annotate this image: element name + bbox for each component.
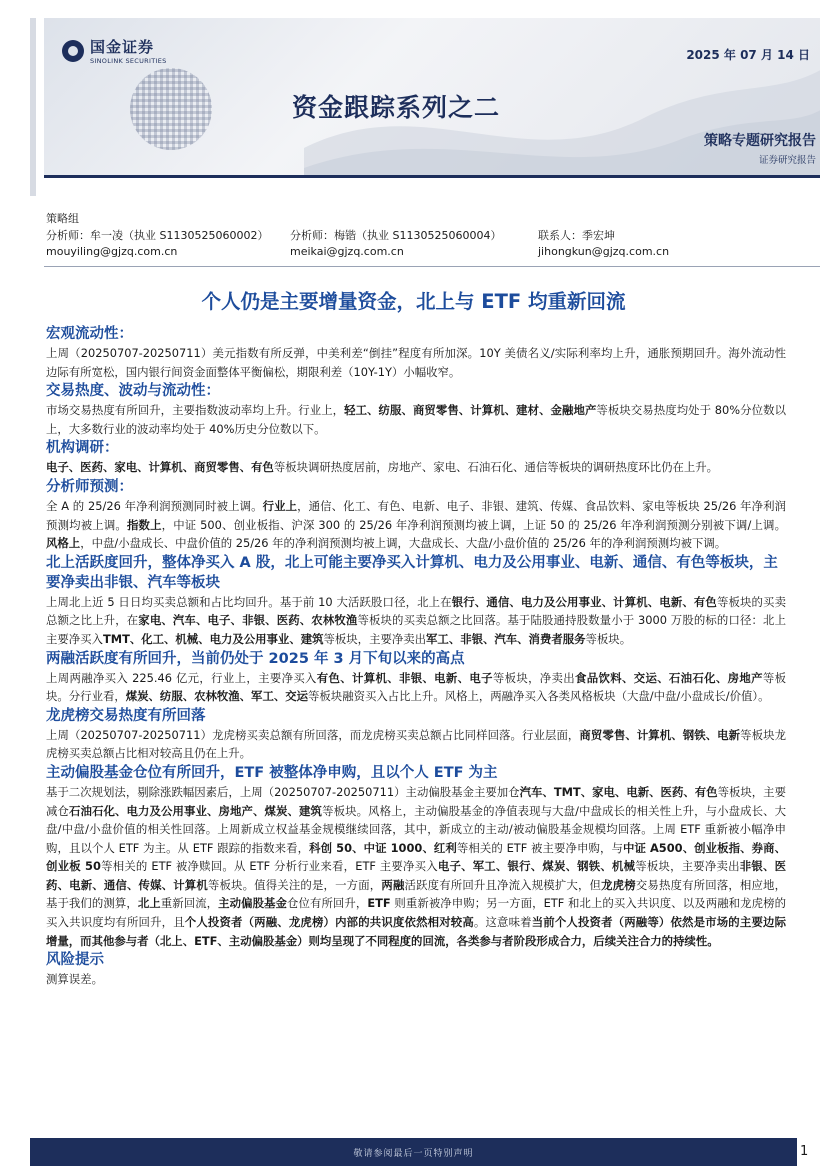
page-footer — [30, 1138, 797, 1166]
text-run: 上周两融净买入 225.46 亿元，行业上，主要净买入 — [46, 670, 317, 685]
logo-name-en: SINOLINK SECURITIES — [90, 57, 167, 65]
analyst-2-email[interactable]: meikai@gjzq.com.cn — [290, 245, 404, 258]
text-run: 仓位有所回升， — [287, 896, 368, 911]
footer-notice[interactable]: 敬请参阅最后一页特别声明 — [353, 1149, 474, 1159]
bold-run: 主动偏股基金 — [218, 896, 288, 911]
text-run: 交易热度有所回落，相应地，基于我们的测算， — [46, 877, 786, 911]
bold-run: 两融 — [381, 877, 405, 892]
text-run: 则重新被净申购；另一方面，ETF 和北上的买入共识度、以及两融和龙虎榜的买入共识度均有所回升，且 — [46, 896, 786, 930]
bold-run: 有色、计算机、非银、电新、电子 — [316, 670, 493, 685]
section-heading: 宏观流动性： — [46, 326, 133, 342]
bold-run: 指数上 — [126, 517, 162, 532]
text-run: 等板块交易热度均处于 80%分位数以上，大多数行业的波动率均处于 40%历史分位数以下。 — [46, 403, 786, 436]
section-paragraph — [46, 401, 786, 438]
text-run: 等板块。值得关注的是，一方面， — [207, 877, 382, 892]
header-left-strip — [30, 18, 36, 196]
section-heading: 两融活跃度有所回升，当前仍处于 2025 年 3 月下旬以来的高点 — [46, 650, 465, 667]
section-paragraph — [46, 458, 786, 477]
bold-run: TMT、化工、机械、电力及公用事业、建筑 — [102, 631, 324, 646]
bold-run: 食品饮料、交运、石油石化、房地产 — [575, 670, 763, 685]
bold-run: 当前个人投资者（两融等）依然是市场的主要边际增量，而其他参与者（北上、ETF、主动偏股基金）则均呈现了不同程度的回流，各类参与者阶段形成合力，后续关注合力的持续性。 — [46, 915, 786, 948]
bold-run: 北上 — [137, 896, 161, 911]
bold-run: 个人投资者（两融、龙虎榜）内部的共识度依然相对较高 — [184, 915, 474, 930]
bold-run: 商贸零售、计算机、钢铁、电新 — [579, 727, 741, 742]
section-heading: 主动偏股基金仓位有所回升，ETF 被整体净申购，且以个人 ETF 为主 — [46, 764, 498, 781]
report-headline: 个人仍是主要增量资金，北上与 ETF 均重新回流 — [201, 290, 626, 313]
bold-run: 煤炭、纺服、农林牧渔、军工、交运 — [125, 689, 309, 704]
bold-run: 行业上 — [262, 498, 298, 513]
contact-person: 联系人：季宏坤 — [538, 229, 615, 242]
bold-run: 军工、非银、汽车、消费者服务 — [426, 631, 586, 646]
bold-run: 中证 A500、创业板指、券商、创业板 50 — [46, 840, 786, 874]
logo-mark-icon — [62, 40, 84, 62]
page-number: 1 — [800, 1144, 809, 1159]
report-header — [44, 18, 820, 178]
company-logo — [62, 36, 167, 65]
text-run: 全 A 的 25/26 年净利润预测同时被上调。 — [46, 498, 263, 513]
text-run: 等板块，主要减仓 — [46, 784, 786, 818]
text-run: 基于二次规划法，剔除涨跌幅因素后，上周（20250707-20250711）主动偏股基金主要加仓 — [46, 784, 520, 799]
bold-run: 电子、军工、银行、煤炭、钢铁、机械 — [437, 859, 636, 874]
text-run: 等板块，主要净卖出 — [635, 859, 740, 874]
text-run: 等板块融资买入占比上升。风格上，两融净买入各类风格板块（大盘/中盘/小盘成长/价值）。 — [308, 689, 770, 704]
text-run: 等板块。 — [585, 631, 632, 646]
analyst-2: 分析师：梅锴（执业 S1130525060004） — [290, 229, 502, 242]
text-run: 等相关的 ETF 被主要净申购，与 — [456, 840, 623, 855]
report-type: 策略专题研究报告 — [704, 133, 816, 149]
text-run: 重新回流， — [160, 896, 219, 911]
section-heading: 交易热度、波动与流动性： — [46, 383, 220, 400]
section-heading: 北上活跃度回升，整体净买入 A 股，北上可能主要净买入计算机、电力及公用事业、电新、通信、有色等板块，主要净卖出非银、汽车等板块 — [46, 554, 778, 591]
section-paragraph — [46, 669, 786, 706]
team-name: 策略组 — [46, 212, 79, 225]
section-paragraph — [46, 783, 786, 950]
report-date: 2025 年 07 月 14 日 — [686, 48, 810, 62]
bold-run: 汽车、TMT、家电、电新、医药、有色 — [519, 784, 718, 799]
section-paragraph — [46, 593, 786, 649]
bold-run: ETF — [367, 896, 391, 911]
contact-email[interactable]: jihongkun@gjzq.com.cn — [538, 245, 670, 258]
text-run: 测算误差。 — [46, 972, 103, 987]
text-run: 上周（20250707-20250711）美元指数有所反弹，中美利差“倒挂”程度有所加深。10Y 美债名义/实际利率均上升，通胀预期回升。海外流动性边际有所宽松，国内银行间资金面整体平衡偏松，期限利差（10Y-1Y）小幅收窄。 — [46, 346, 786, 379]
text-run: 等板块调研热度居前，房地产、家电、石油石化、通信等板块的调研热度环比仍在上升。 — [273, 460, 719, 475]
text-run: 上周北上近 5 日日均买卖总额和占比均回升。基于前 10 大活跃股口径，北上在 — [46, 594, 452, 609]
section-paragraph — [46, 726, 786, 763]
bold-run: 轻工、纺服、商贸零售、计算机、建材、金融地产 — [344, 403, 597, 418]
bold-run: 风格上 — [46, 536, 81, 551]
text-run: 等板块的买卖总额之比回落。基于陆股通持股数量小于 3000 万股的标的口径：北上主要净买入 — [46, 613, 786, 646]
text-run: 活跃度有所回升且净流入规模扩大，但 — [404, 877, 602, 892]
bold-run: 电子、医药、家电、计算机、商贸零售、有色 — [46, 460, 274, 475]
report-subtype: 证券研究报告 — [758, 155, 816, 166]
section-paragraph — [46, 497, 786, 553]
section-paragraph — [46, 970, 786, 989]
bold-run: 石油石化、电力及公用事业、房地产、煤炭、建筑 — [69, 803, 323, 818]
text-run: ，通信、化工、有色、电新、电子、非银、建筑、传媒、食品饮料、家电等板块 25/26 年净利润预测均被上调。 — [46, 498, 786, 532]
analyst-1-email[interactable]: mouyiling@gjzq.com.cn — [46, 245, 178, 258]
section-heading: 风险提示 — [46, 952, 104, 969]
bold-run: 龙虎榜 — [601, 877, 636, 892]
bold-run: 科创 50、中证 1000、红利 — [309, 840, 457, 855]
report-body — [46, 324, 786, 989]
text-run: 。这意味着 — [473, 915, 532, 930]
section-heading: 机构调研： — [46, 440, 119, 457]
header-bottom-rule — [44, 175, 820, 178]
author-divider — [44, 266, 820, 267]
text-run: 等板块。风格上，主动偏股基金的净值表现与大盘/中盘成长的相关性上升，与小盘成长、大盘/中盘/小盘价值的相关性回落。上周新成立权益基金规模继续回落，其中，新成立的主动/被动偏股基金规模均回落。上周 ETF 重新被小幅净申购，且以个人 ETF 为主。从 ETF 跟踪的指数来看， — [46, 803, 786, 855]
text-run: 等板块。分行业看， — [46, 670, 786, 704]
text-run: 等板块，净卖出 — [492, 670, 576, 685]
text-run: 等相关的 ETF 被净赎回。从 ETF 分析行业来看，ETF 主要净买入 — [100, 859, 438, 874]
text-run: ，中盘/小盘成长、中盘价值的 25/26 年的净利润预测均被上调，大盘成长、大盘/小盘价值的 25/26 年的净利润预测均被下调。 — [80, 536, 727, 551]
section-heading: 龙虎榜交易热度有所回落 — [46, 707, 206, 724]
section-paragraph — [46, 344, 786, 381]
bold-run: 非银、医药、电新、通信、传媒、计算机 — [46, 859, 786, 892]
text-run: 上周（20250707-20250711）龙虎榜买卖总额有所回落，而龙虎榜买卖总额占比同样回落。行业层面， — [46, 727, 580, 742]
text-run: 等板块的买卖总额之比上升，在 — [46, 594, 786, 628]
section-heading: 分析师预测： — [46, 478, 133, 495]
text-run: 等板块龙虎榜买卖总额占比相对较高且仍在上升。 — [46, 727, 786, 761]
text-run: ，中证 500、创业板指、沪深 300 的 25/26 年净利润预测均被上调，上证 50 的 25/26 年净利润预测分别被下调/上调。 — [161, 517, 786, 532]
text-run: 市场交易热度有所回升，主要指数波动率均上升。行业上， — [46, 403, 345, 418]
logo-name-cn: 国金证券 — [90, 38, 155, 56]
series-title: 资金跟踪系列之二 — [292, 93, 501, 122]
qr-code-watermark-icon — [130, 68, 212, 150]
bold-run: 银行、通信、电力及公用事业、计算机、电新、有色 — [451, 594, 717, 609]
bold-run: 家电、汽车、电子、非银、医药、农林牧渔 — [138, 613, 358, 628]
text-run: 等板块，主要净卖出 — [323, 631, 427, 646]
analyst-1: 分析师：牟一凌（执业 S1130525060002） — [46, 229, 269, 242]
